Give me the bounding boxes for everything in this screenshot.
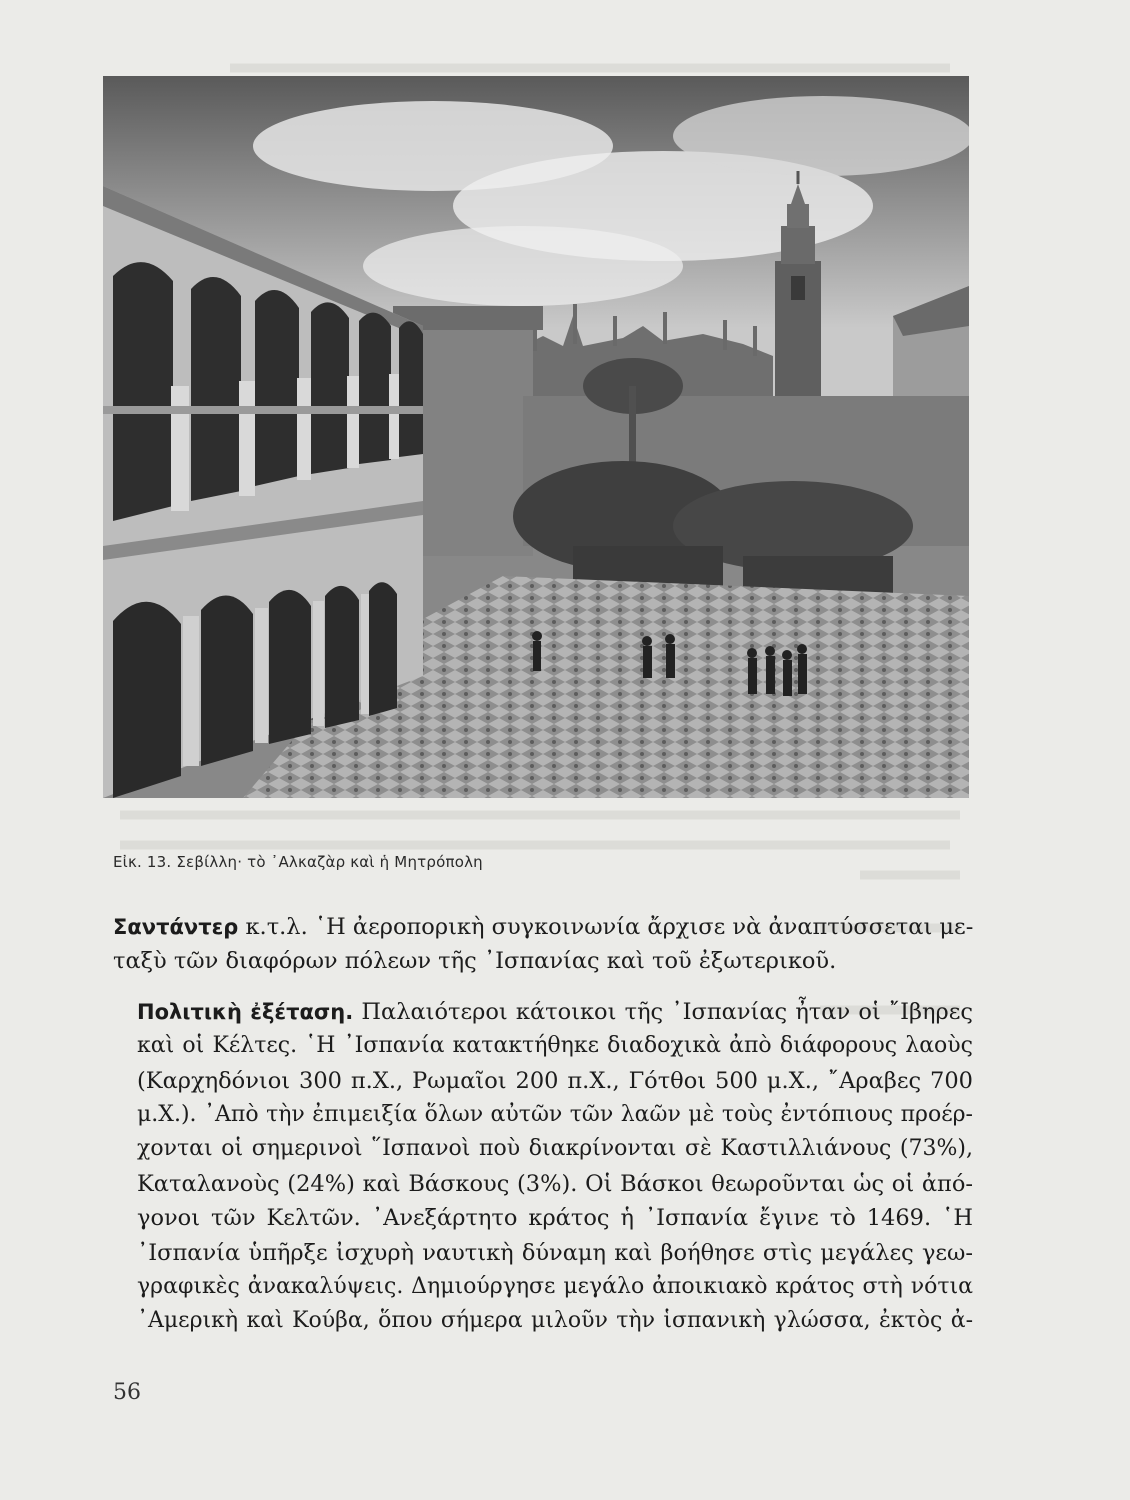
text-line: Πολιτικὴ ἐξέταση. Παλαιότεροι κάτοικοι τῆς ᾿Ισπανίας ἦταν οἱ ῎Ιβηρες: [137, 998, 973, 1025]
text-line: γονοι τῶν Κελτῶν. ᾿Ανεξάρτητο κράτος ἡ ᾿Ισπανία ἔγινε τὸ 1469. ῾Η: [137, 1205, 973, 1232]
paragraph-political: [113, 995, 973, 1339]
courtyard-photo: [103, 76, 969, 798]
text-line: ᾿Αμερικὴ καὶ Κούβα, ὅπου σήμερα μιλοῦν τὴν ἱσπανικὴ γλώσσα, ἐκτὸς ἀ-: [137, 1308, 973, 1334]
text-line: (Καρχηδόνιοι 300 π.Χ., Ρωμαῖοι 200 π.Χ., Γότθοι 500 μ.Χ., ῎Αραβες 700: [137, 1067, 973, 1094]
text-line: γραφικὲς ἀνακαλύψεις. Δημιούργησε μεγάλο ἀποικιακὸ κράτος στὴ νότια: [137, 1274, 973, 1300]
lead-term: Σαντάντερ: [113, 915, 239, 939]
paragraph-transport: [113, 910, 973, 979]
photo-alcazar-cathedral-icon: [103, 76, 969, 798]
text-line: χονται οἱ σημερινοὶ ῞Ισπανοὶ ποὺ διακρίνονται σὲ Καστιλλιάνους (73%),: [137, 1136, 973, 1162]
text-line: ταξὺ τῶν διαφόρων πόλεων τῆς ᾿Ισπανίας καὶ τοῦ ἐξωτερικοῦ.: [113, 948, 837, 975]
page-number: 56: [113, 1380, 141, 1405]
text-line: Σαντάντερ κ.τ.λ. ῾Η ἀεροπορικὴ συγκοινωνία ἄρχισε νὰ ἀναπτύσσεται με-: [113, 914, 974, 940]
section-heading: Πολιτικὴ ἐξέταση.: [137, 999, 354, 1024]
text-line: καὶ οἱ Κέλτες. ῾Η ᾿Ισπανία κατακτήθηκε διαδοχικὰ ἀπὸ διάφορους λαοὺς: [137, 1033, 973, 1059]
body-text: [113, 910, 973, 1339]
text-line: μ.Χ.). ᾿Απὸ τὴν ἐπιμειξία ὅλων αὐτῶν τῶν λαῶν μὲ τοὺς ἐντόπιους προέρ-: [137, 1102, 973, 1128]
text-line: Καταλανοὺς (24%) καὶ Βάσκους (3%). Οἱ Βάσκοι θεωροῦνται ὡς οἱ ἀπό-: [137, 1170, 973, 1197]
text-line: ᾿Ισπανία ὑπῆρξε ἰσχυρὴ ναυτικὴ δύναμη καὶ βοήθησε στὶς μεγάλες γεω-: [137, 1239, 973, 1266]
figure-caption: Εἰκ. 13. Σεβίλλη· τὸ ᾿Αλκαζὰρ καὶ ἡ Μητρόπολη: [113, 853, 483, 871]
